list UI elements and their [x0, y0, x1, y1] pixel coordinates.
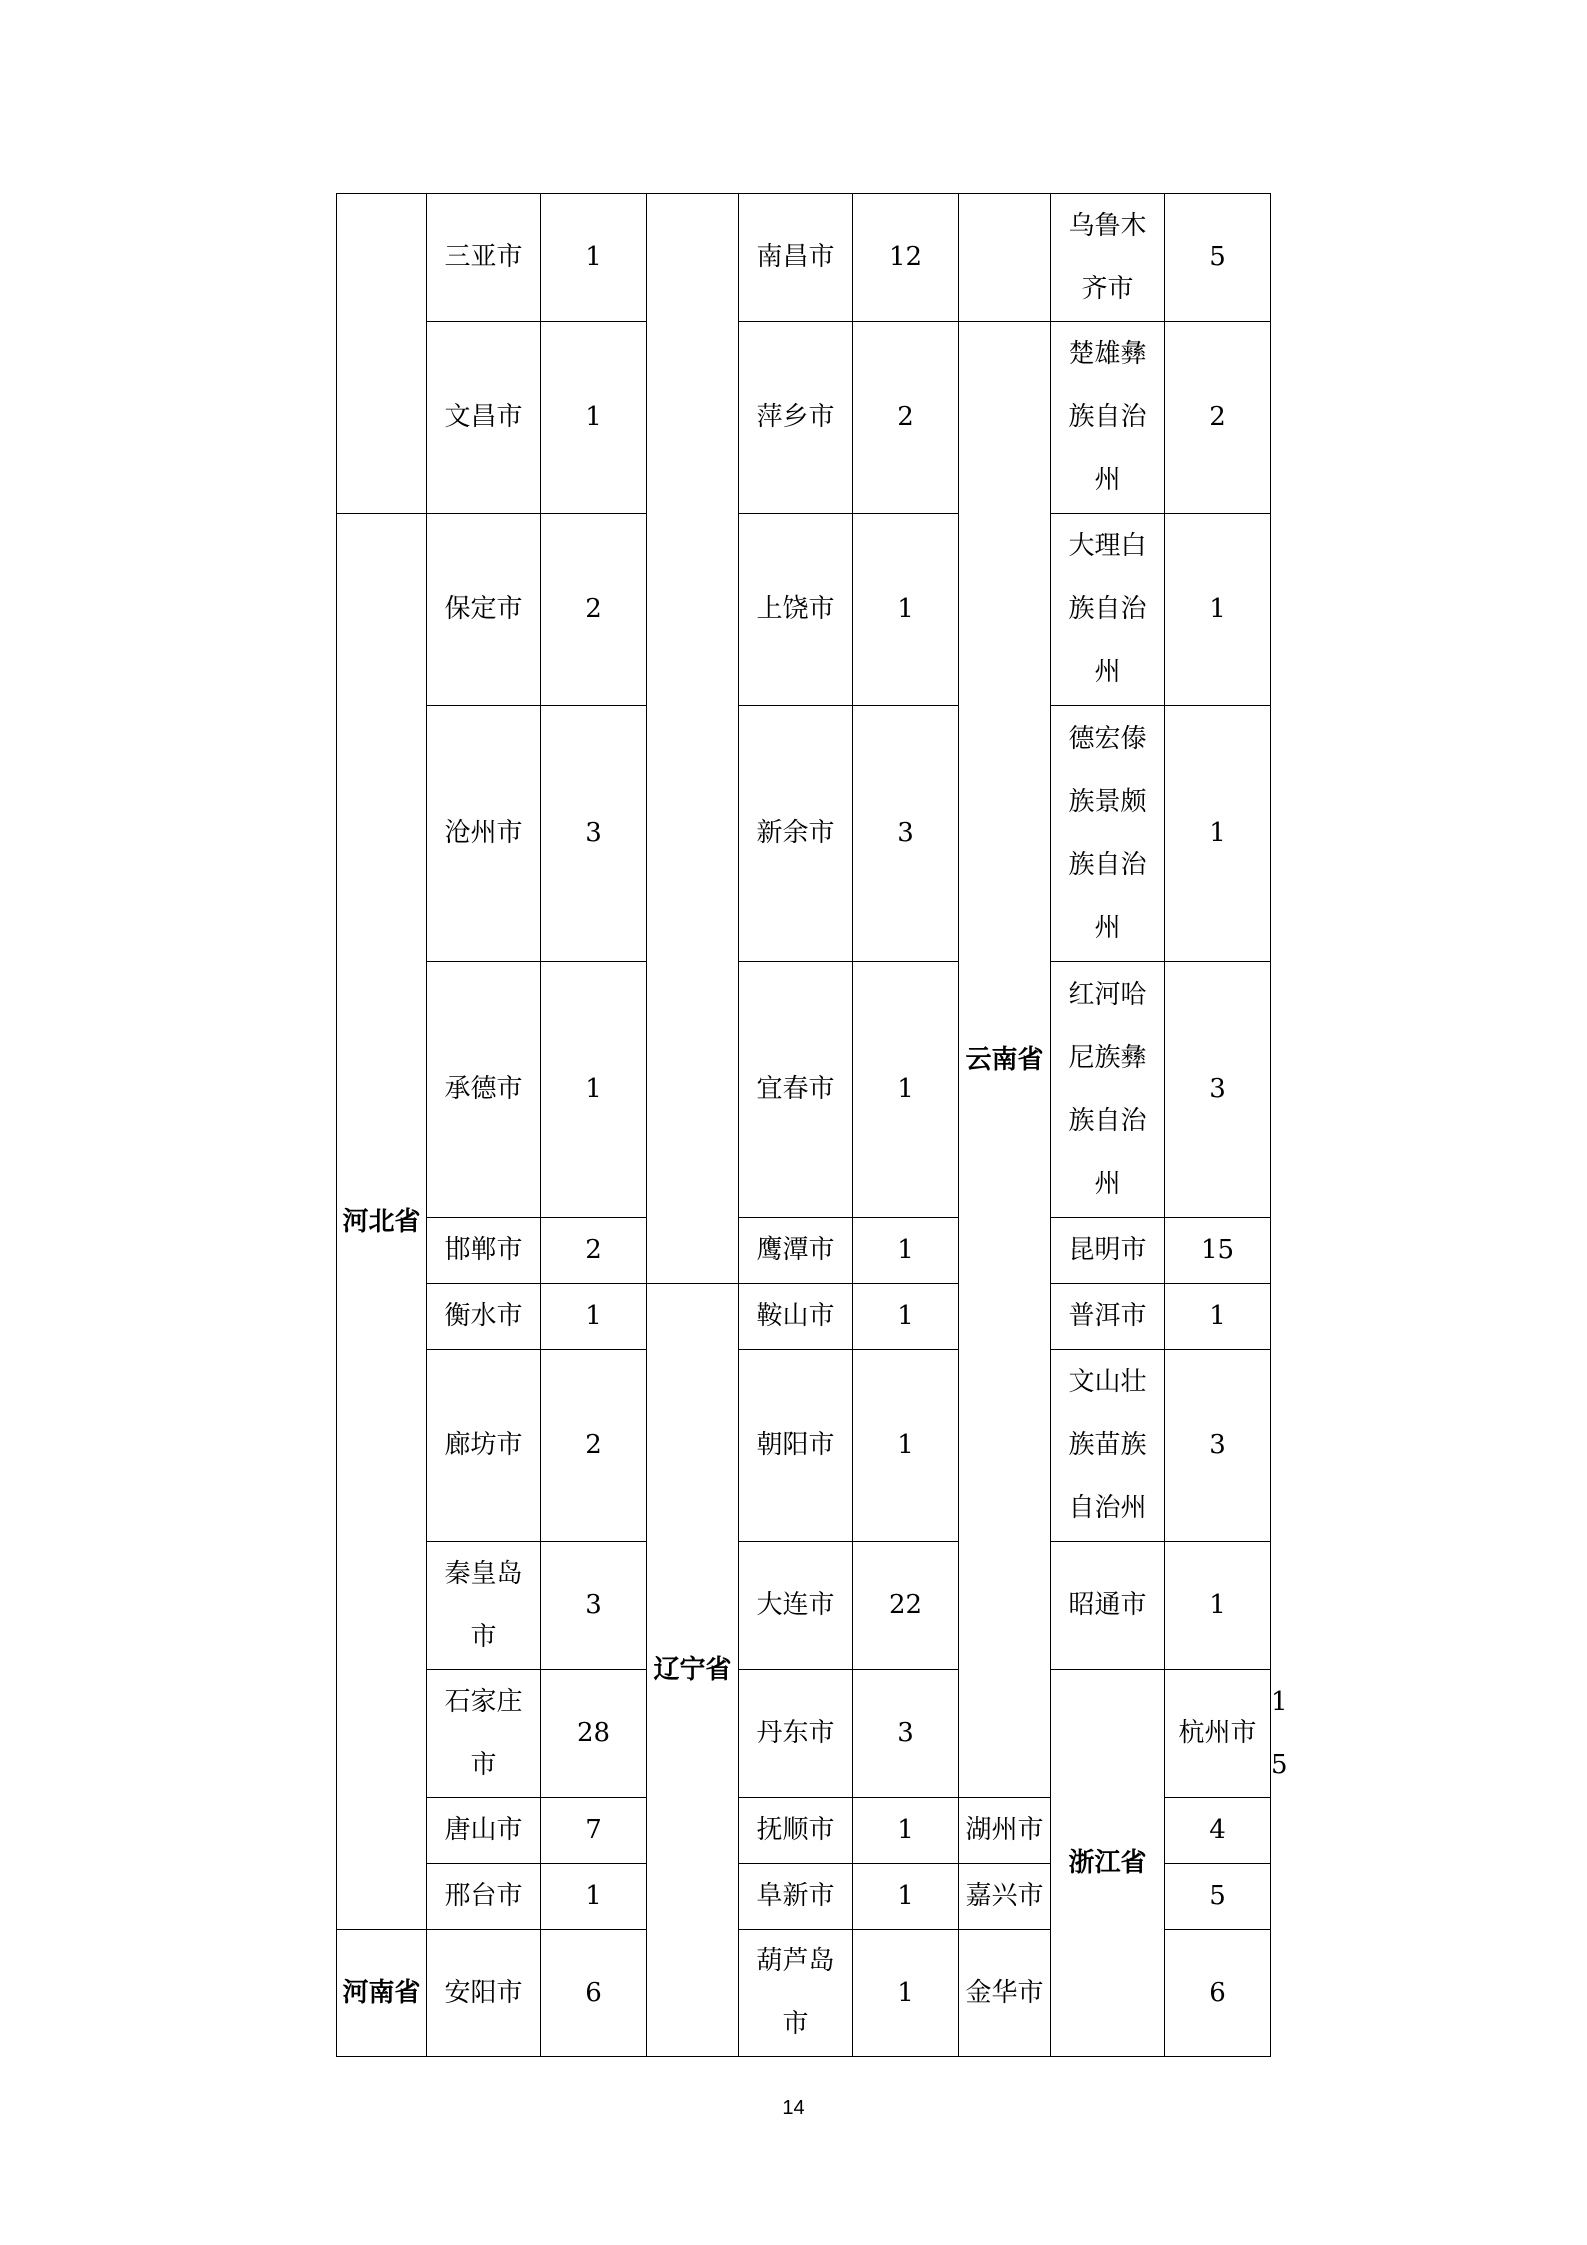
- city-cell: 承德市: [427, 962, 541, 1218]
- count-cell: 3: [1165, 962, 1271, 1218]
- city-cell: 朝阳市: [739, 1350, 853, 1542]
- count-cell: 3: [853, 1670, 959, 1798]
- province-cell-henan: 河南省: [337, 1930, 427, 2057]
- city-cell: 楚雄彝族自治州: [1051, 322, 1165, 514]
- count-cell: 1: [1165, 514, 1271, 706]
- city-cell: 葫芦岛市: [739, 1930, 853, 2057]
- province-cell-jiangxi: [647, 194, 739, 1284]
- city-cell: 鹰潭市: [739, 1218, 853, 1284]
- city-cell: 普洱市: [1051, 1284, 1165, 1350]
- count-cell: 1: [853, 1930, 959, 2057]
- province-cell-blank: [337, 194, 427, 514]
- city-cell: 抚顺市: [739, 1798, 853, 1864]
- city-cell: 昆明市: [1051, 1218, 1165, 1284]
- count-cell: 4: [1165, 1798, 1271, 1864]
- city-cell: 新余市: [739, 706, 853, 962]
- city-cell: 上饶市: [739, 514, 853, 706]
- province-cell-liaoning: 辽宁省: [647, 1284, 739, 2057]
- city-cell: 乌鲁木齐市: [1051, 194, 1165, 322]
- city-cell: 邢台市: [427, 1864, 541, 1930]
- count-cell: 1: [853, 962, 959, 1218]
- city-cell: 大理白族自治州: [1051, 514, 1165, 706]
- count-cell: 2: [853, 322, 959, 514]
- city-cell: 湖州市: [959, 1798, 1051, 1864]
- province-cell-zhejiang: 浙江省: [1051, 1670, 1165, 2057]
- city-cell: 德宏傣族景颇族自治州: [1051, 706, 1165, 962]
- province-cell-yunnan: 云南省: [959, 322, 1051, 1798]
- count-cell: 1: [1165, 706, 1271, 962]
- count-cell: 5: [1165, 194, 1271, 322]
- city-cell: 石家庄市: [427, 1670, 541, 1798]
- count-cell: 1: [853, 1218, 959, 1284]
- city-cell: 南昌市: [739, 194, 853, 322]
- city-cell: 秦皇岛市: [427, 1542, 541, 1670]
- count-cell: 1: [853, 1864, 959, 1930]
- count-cell: 7: [541, 1798, 647, 1864]
- city-cell: 文昌市: [427, 322, 541, 514]
- count-cell: 3: [541, 706, 647, 962]
- count-cell: 2: [541, 514, 647, 706]
- city-cell: 衡水市: [427, 1284, 541, 1350]
- count-cell: 1: [541, 1284, 647, 1350]
- city-cell: 廊坊市: [427, 1350, 541, 1542]
- count-cell: 5: [1165, 1864, 1271, 1930]
- count-cell: 2: [541, 1218, 647, 1284]
- city-cell: 阜新市: [739, 1864, 853, 1930]
- page-number: 14: [782, 2097, 805, 2119]
- count-cell: 6: [1165, 1930, 1271, 2057]
- count-cell: 22: [853, 1542, 959, 1670]
- count-cell: 1: [541, 1864, 647, 1930]
- city-cell: 安阳市: [427, 1930, 541, 2057]
- count-cell: 3: [853, 706, 959, 962]
- city-cell: 杭州市: [1165, 1670, 1271, 1798]
- count-cell: 1: [853, 514, 959, 706]
- city-count-table: 三亚市 1 南昌市 12 乌鲁木齐市 5 文昌市 1 萍乡市 2 云南省 楚雄彝族自治州 2 河北省 保定市 2 上饶市 1 大理白族自治州 1 沧州市 3 新余市 3 德宏傣族景颇族自治州 1 承德市 1 宜春市 1 红河哈尼族彝族自治州 3 邯郸市 2 鹰潭市 1 昆明市 15 衡水市 1 辽宁省 鞍山市 1 普洱市 1 廊坊市 2 朝阳市 1 文山壮族苗族自治州 3 秦皇岛市 3 大连市 22 昭通市 1 石家庄市 28 丹东市 3 浙江省 杭州市 15 唐山市 7 抚顺市 1 湖州市 4 邢台市 1 阜新市 1 嘉兴市 5 河南省 安阳市 6 葫芦岛市 1 金华市 6: [336, 193, 1271, 2057]
- city-cell: 嘉兴市: [959, 1864, 1051, 1930]
- city-cell: 邯郸市: [427, 1218, 541, 1284]
- count-cell: 28: [541, 1670, 647, 1798]
- city-cell: 昭通市: [1051, 1542, 1165, 1670]
- city-cell: 文山壮族苗族自治州: [1051, 1350, 1165, 1542]
- province-cell-xinjiang: [959, 194, 1051, 322]
- count-cell: 6: [541, 1930, 647, 2057]
- count-cell: 1: [541, 962, 647, 1218]
- city-cell: 唐山市: [427, 1798, 541, 1864]
- city-cell: 鞍山市: [739, 1284, 853, 1350]
- count-cell: 3: [1165, 1350, 1271, 1542]
- city-cell: 金华市: [959, 1930, 1051, 2057]
- city-cell: 三亚市: [427, 194, 541, 322]
- count-cell: 15: [1165, 1218, 1271, 1284]
- count-cell: 3: [541, 1542, 647, 1670]
- count-cell: 1: [853, 1798, 959, 1864]
- city-cell: 萍乡市: [739, 322, 853, 514]
- count-cell: 2: [1165, 322, 1271, 514]
- city-cell: 红河哈尼族彝族自治州: [1051, 962, 1165, 1218]
- city-cell: 大连市: [739, 1542, 853, 1670]
- count-cell: 1: [853, 1350, 959, 1542]
- count-cell: 1: [1165, 1284, 1271, 1350]
- count-cell: 1: [541, 322, 647, 514]
- count-cell: 2: [541, 1350, 647, 1542]
- city-cell: 沧州市: [427, 706, 541, 962]
- count-cell: 1: [853, 1284, 959, 1350]
- count-cell: 1: [1165, 1542, 1271, 1670]
- city-cell: 宜春市: [739, 962, 853, 1218]
- province-cell-hebei: 河北省: [337, 514, 427, 1930]
- count-cell: 1: [541, 194, 647, 322]
- city-cell: 丹东市: [739, 1670, 853, 1798]
- count-cell: 12: [853, 194, 959, 322]
- city-cell: 保定市: [427, 514, 541, 706]
